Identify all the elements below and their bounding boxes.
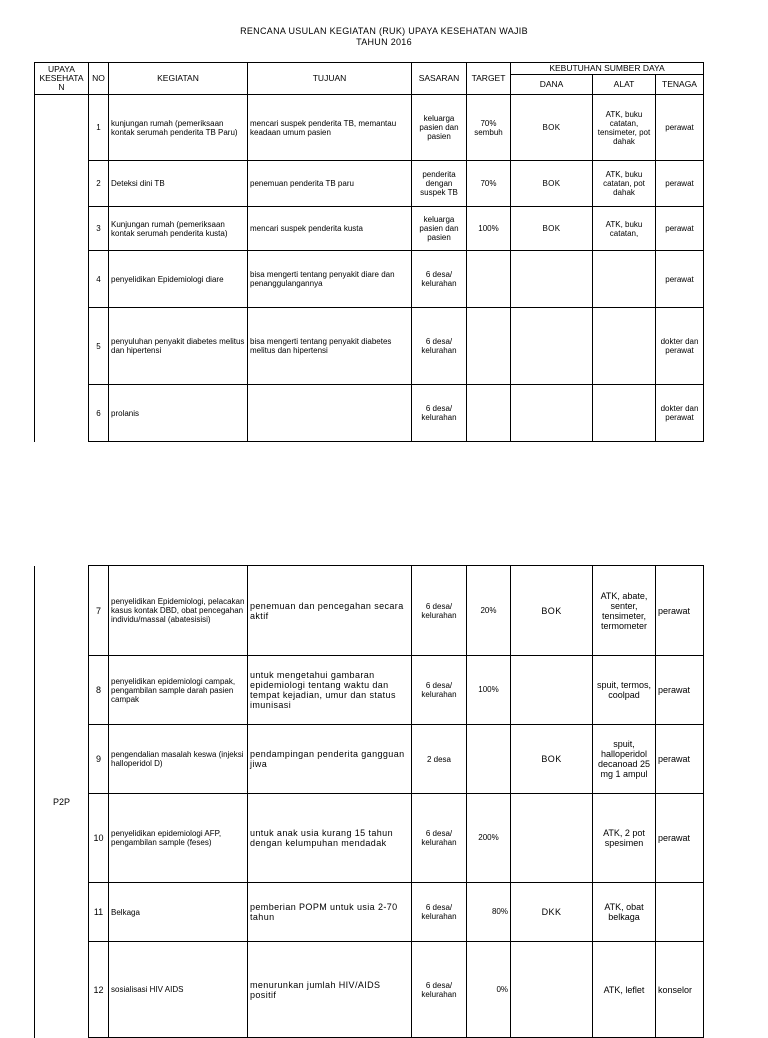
row-sasaran: 6 desa/ kelurahan [412, 942, 467, 1038]
row-sasaran: 6 desa/ kelurahan [412, 794, 467, 883]
header-kegiatan: KEGIATAN [109, 63, 248, 95]
row-sasaran: 6 desa/ kelurahan [412, 656, 467, 725]
row-tenaga: perawat [656, 251, 704, 308]
row-tujuan [248, 385, 412, 442]
row-alat: ATK, buku catatan, pot dahak [593, 161, 656, 207]
row-dana: BOK [511, 95, 593, 161]
row-alat: ATK, obat belkaga [593, 883, 656, 942]
row-no: 5 [89, 308, 109, 385]
upaya-cell [35, 95, 89, 442]
row-target [467, 251, 511, 308]
row-target: 100% [467, 656, 511, 725]
row-tenaga: perawat [656, 794, 704, 883]
row-tenaga: perawat [656, 725, 704, 794]
row-kegiatan: penyelidikan epidemiologi campak, pengambilan sample darah pasien campak [109, 656, 248, 725]
row-alat: ATK, buku catatan, [593, 207, 656, 251]
row-sasaran: 6 desa/ kelurahan [412, 385, 467, 442]
row-no: 10 [89, 794, 109, 883]
row-no: 8 [89, 656, 109, 725]
row-sasaran: keluarga pasien dan pasien [412, 95, 467, 161]
row-target [467, 308, 511, 385]
row-tujuan: penemuan penderita TB paru [248, 161, 412, 207]
doc-year: TAHUN 2016 [356, 37, 412, 47]
row-tujuan: pendampingan penderita gangguan jiwa [248, 725, 412, 794]
row-alat [593, 251, 656, 308]
row-dana: BOK [511, 725, 593, 794]
row-tujuan: mencari suspek penderita kusta [248, 207, 412, 251]
row-sasaran: 6 desa/ kelurahan [412, 308, 467, 385]
doc-title: RENCANA USULAN KEGIATAN (RUK) UPAYA KESEHATAN WAJIB [240, 26, 528, 36]
header-kebutuhan: KEBUTUHAN SUMBER DAYA [511, 63, 704, 75]
row-kegiatan: kunjungan rumah (pemeriksaan kontak serumah penderita TB Paru) [109, 95, 248, 161]
row-dana [511, 794, 593, 883]
row-target: 70% [467, 161, 511, 207]
row-kegiatan: prolanis [109, 385, 248, 442]
row-alat: spuit, halloperidol decanoad 25 mg 1 ampul [593, 725, 656, 794]
row-no: 3 [89, 207, 109, 251]
table-row [35, 207, 704, 251]
header-tujuan: TUJUAN [248, 63, 412, 95]
row-alat: ATK, buku catatan, tensimeter, pot dahak [593, 95, 656, 161]
row-alat [593, 308, 656, 385]
row-tujuan: untuk mengetahui gambaran epidemiologi tentang waktu dan tempat kejadian, umur dan status imunisasi [248, 656, 412, 725]
row-target [467, 725, 511, 794]
row-target [467, 385, 511, 442]
header-dana: DANA [511, 75, 593, 95]
row-sasaran: 6 desa/ kelurahan [412, 883, 467, 942]
table-row [35, 95, 704, 161]
row-no: 9 [89, 725, 109, 794]
table-row [35, 725, 704, 794]
table-row [35, 251, 704, 308]
row-tujuan: menurunkan jumlah HIV/AIDS positif [248, 942, 412, 1038]
row-tujuan: penemuan dan pencegahan secara aktif [248, 566, 412, 656]
row-no: 6 [89, 385, 109, 442]
row-dana [511, 308, 593, 385]
header-sasaran: SASARAN [412, 63, 467, 95]
row-target: 200% [467, 794, 511, 883]
row-kegiatan: penyelidikan Epidemiologi, pelacakan kasus kontak DBD, obat pencegahan individu/massal (abatesisisi) [109, 566, 248, 656]
row-alat [593, 385, 656, 442]
row-sasaran: penderita dengan suspek TB [412, 161, 467, 207]
row-kegiatan: pengendalian masalah keswa (injeksi halloperidol D) [109, 725, 248, 794]
ruk-table-bottom [34, 565, 704, 1038]
row-tenaga [656, 883, 704, 942]
row-tenaga: dokter dan perawat [656, 385, 704, 442]
row-no: 12 [89, 942, 109, 1038]
row-tenaga: perawat [656, 656, 704, 725]
row-tujuan: untuk anak usia kurang 15 tahun dengan kelumpuhan mendadak [248, 794, 412, 883]
table-row [35, 566, 704, 656]
row-kegiatan: penyelidikan Epidemiologi diare [109, 251, 248, 308]
table-row [35, 942, 704, 1038]
row-sasaran: 2 desa [412, 725, 467, 794]
header-alat: ALAT [593, 75, 656, 95]
row-tujuan: pemberian POPM untuk usia 2-70 tahun [248, 883, 412, 942]
row-alat: spuit, termos, coolpad [593, 656, 656, 725]
row-dana: BOK [511, 161, 593, 207]
row-target: 0% [467, 942, 511, 1038]
section-label-p2p: P2P [35, 566, 89, 1038]
row-sasaran: 6 desa/ kelurahan [412, 566, 467, 656]
row-kegiatan: Kunjungan rumah (pemeriksaan kontak serumah penderita kusta) [109, 207, 248, 251]
header-no: NO [89, 63, 109, 95]
row-target: 80% [467, 883, 511, 942]
row-tenaga: perawat [656, 161, 704, 207]
row-tenaga: dokter dan perawat [656, 308, 704, 385]
row-tenaga: konselor [656, 942, 704, 1038]
row-alat: ATK, leflet [593, 942, 656, 1038]
row-dana: DKK [511, 883, 593, 942]
row-target: 20% [467, 566, 511, 656]
row-tujuan: mencari suspek penderita TB, memantau keadaan umum pasien [248, 95, 412, 161]
row-no: 1 [89, 95, 109, 161]
row-kegiatan: penyuluhan penyakit diabetes melitus dan hipertensi [109, 308, 248, 385]
row-tujuan: bisa mengerti tentang penyakit diare dan penanggulangannya [248, 251, 412, 308]
row-tenaga: perawat [656, 95, 704, 161]
row-target: 70% sembuh [467, 95, 511, 161]
header-target: TARGET [467, 63, 511, 95]
row-dana [511, 942, 593, 1038]
table-row [35, 656, 704, 725]
row-dana [511, 251, 593, 308]
row-dana: BOK [511, 566, 593, 656]
row-no: 2 [89, 161, 109, 207]
row-no: 7 [89, 566, 109, 656]
table-row [35, 308, 704, 385]
row-no: 11 [89, 883, 109, 942]
table-row [35, 883, 704, 942]
header-upaya: UPAYA KESEHATA N [35, 63, 89, 95]
row-tujuan: bisa mengerti tentang penyakit diabetes melitus dan hipertensi [248, 308, 412, 385]
row-sasaran: 6 desa/ kelurahan [412, 251, 467, 308]
row-sasaran: keluarga pasien dan pasien [412, 207, 467, 251]
row-kegiatan: Deteksi dini TB [109, 161, 248, 207]
header-tenaga: TENAGA [656, 75, 704, 95]
table-row [35, 161, 704, 207]
row-dana [511, 385, 593, 442]
row-target: 100% [467, 207, 511, 251]
row-kegiatan: penyelidikan epidemiologi AFP, pengambilan sample (feses) [109, 794, 248, 883]
row-no: 4 [89, 251, 109, 308]
row-alat: ATK, abate, senter, tensimeter, termometer [593, 566, 656, 656]
table-row [35, 385, 704, 442]
row-tenaga: perawat [656, 207, 704, 251]
row-kegiatan: Belkaga [109, 883, 248, 942]
row-tenaga: perawat [656, 566, 704, 656]
row-kegiatan: sosialisasi HIV AIDS [109, 942, 248, 1038]
ruk-table-top [34, 62, 704, 442]
row-dana: BOK [511, 207, 593, 251]
row-alat: ATK, 2 pot spesimen [593, 794, 656, 883]
row-dana [511, 656, 593, 725]
table-row [35, 794, 704, 883]
